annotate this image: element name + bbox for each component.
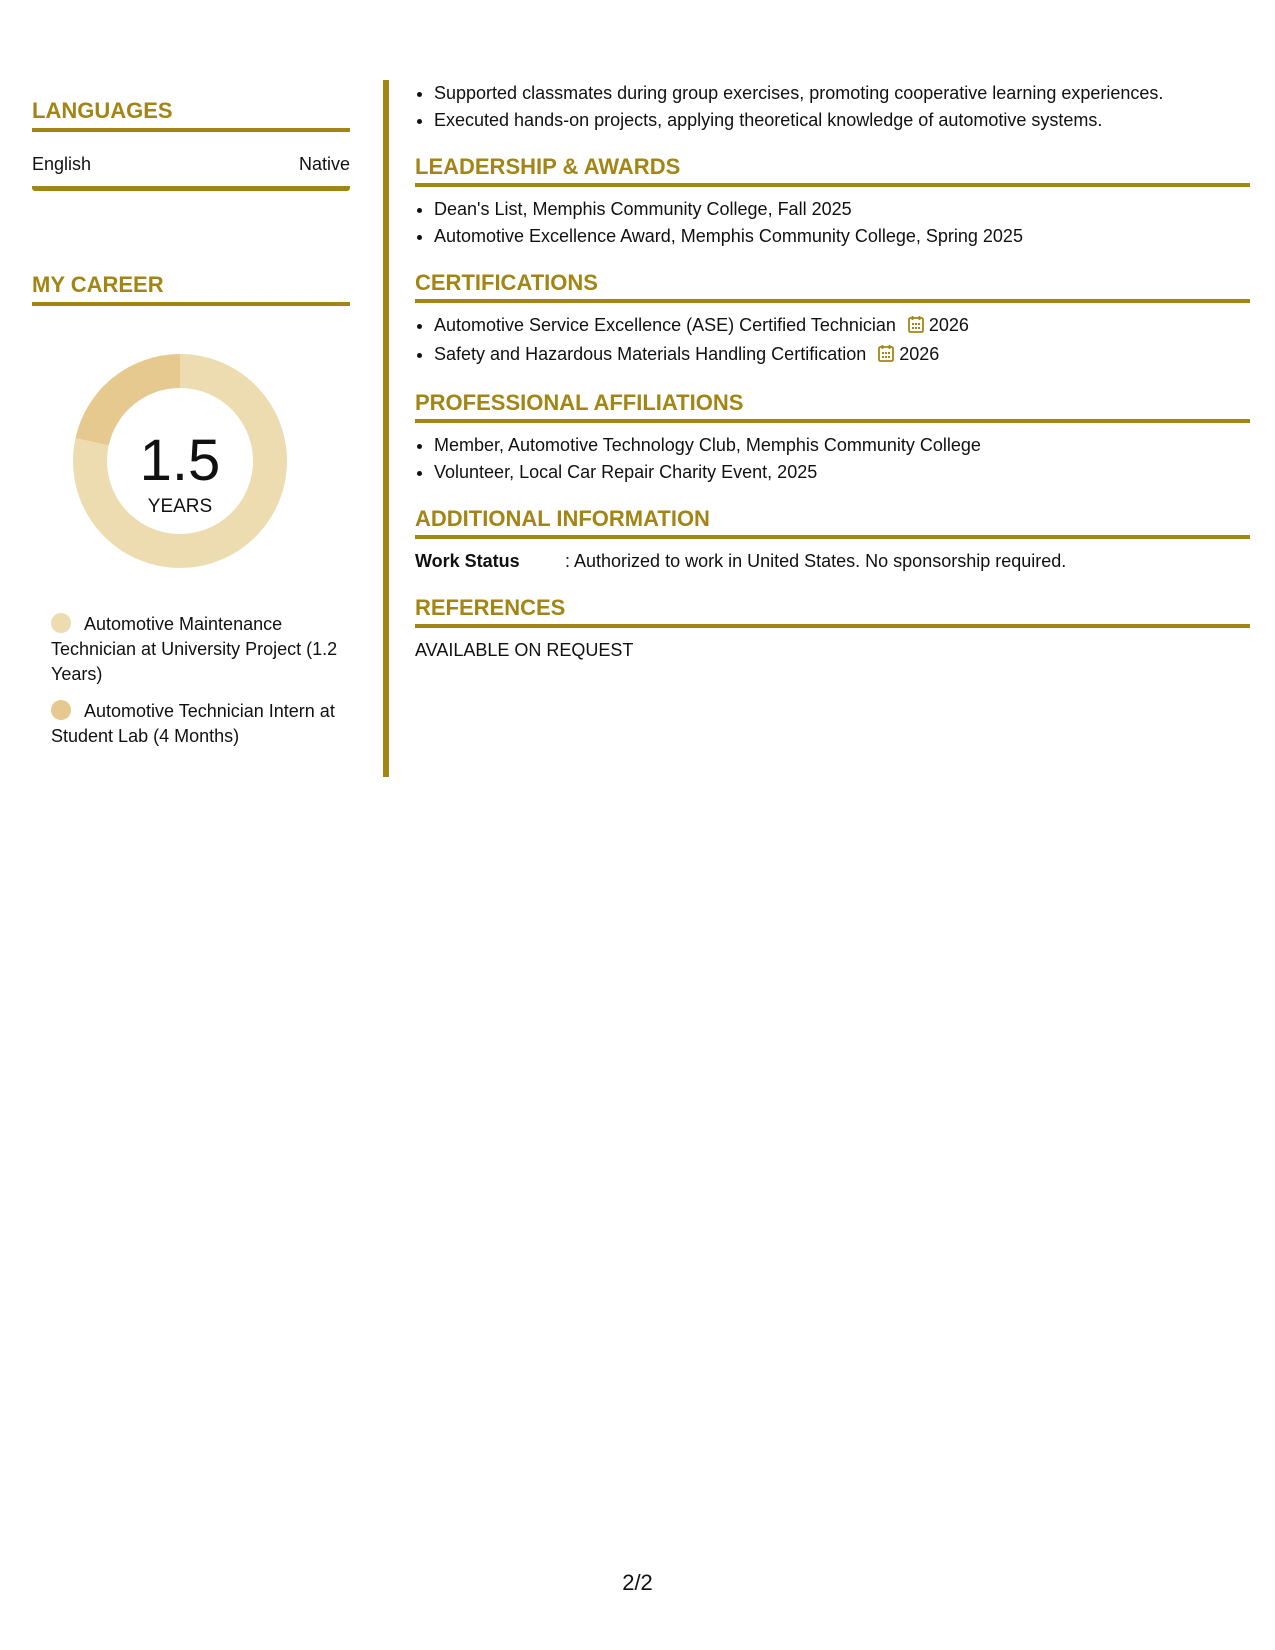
- list-item: • Automotive Excellence Award, Memphis Community College, Spring 2025: [434, 223, 1250, 250]
- work-status-value: : Authorized to work in United States. No sponsorship required.: [565, 551, 1067, 571]
- legend-dot: [51, 613, 71, 633]
- career-total-value: 1.5: [139, 428, 221, 493]
- career-legend: [51, 612, 341, 749]
- references-text: AVAILABLE ON REQUEST: [415, 640, 634, 660]
- career-total: [65, 346, 295, 518]
- certification-item: [434, 312, 1250, 341]
- affiliations-list: [415, 432, 1250, 486]
- additional-info-heading: ADDITIONAL INFORMATION: [415, 506, 1250, 539]
- work-status-row: [415, 548, 1250, 575]
- sidebar: [32, 0, 350, 761]
- column-divider: [383, 80, 389, 777]
- language-row: [32, 154, 350, 191]
- career-total-unit: YEARS: [147, 496, 213, 517]
- legend-dot: [51, 700, 71, 720]
- career-legend-item: [51, 612, 341, 687]
- certification-name: Safety and Hazardous Materials Handling Certification: [434, 344, 867, 364]
- certification-name: Automotive Service Excellence (ASE) Certified Technician: [434, 315, 896, 335]
- career-donut-chart: [65, 346, 295, 576]
- work-status-label: Work Status: [415, 551, 520, 571]
- languages-heading: LANGUAGES: [32, 98, 350, 132]
- list-item: • Member, Automotive Technology Club, Memphis Community College: [434, 432, 1250, 459]
- certifications-heading: CERTIFICATIONS: [415, 270, 1250, 303]
- career-heading: MY CAREER: [32, 272, 350, 306]
- page-number: 2/2: [622, 1570, 653, 1595]
- career-legend-item: [51, 699, 341, 749]
- leadership-heading: LEADERSHIP & AWARDS: [415, 154, 1250, 187]
- references-heading: REFERENCES: [415, 595, 1250, 628]
- certification-year: 2026: [899, 344, 940, 364]
- career-legend-label: Automotive Technician Intern at Student Lab (4 Months): [51, 701, 335, 746]
- leadership-list: [415, 196, 1250, 250]
- calendar-icon: [908, 314, 924, 341]
- list-item: • Dean's List, Memphis Community College, Fall 2025: [434, 196, 1250, 223]
- certification-item: [434, 341, 1250, 370]
- certification-year: 2026: [928, 315, 969, 335]
- experience-bullets: [415, 80, 1250, 134]
- language-level: Native: [298, 154, 350, 174]
- list-item: • Volunteer, Local Car Repair Charity Event, 2025: [434, 459, 1250, 486]
- affiliations-heading: PROFESSIONAL AFFILIATIONS: [415, 390, 1250, 423]
- list-item: • Supported classmates during group exercises, promoting cooperative learning experiences.: [434, 80, 1250, 107]
- career-legend-label: Automotive Maintenance Technician at University Project (1.2 Years): [51, 614, 338, 684]
- calendar-icon: [878, 343, 894, 370]
- main-column: [415, 80, 1250, 664]
- certifications-list: [415, 312, 1250, 370]
- list-item: • Executed hands-on projects, applying theoretical knowledge of automotive systems.: [434, 107, 1250, 134]
- language-name: English: [32, 154, 92, 174]
